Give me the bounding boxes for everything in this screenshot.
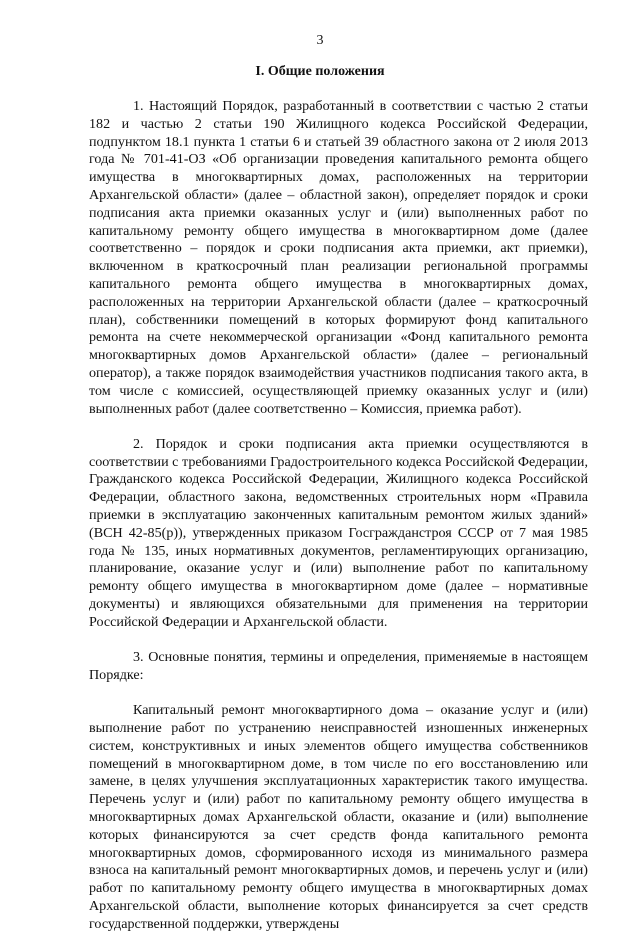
page-number: 3 xyxy=(316,33,324,48)
paragraph-1: 1. Настоящий Порядок, разработанный в соответствии с частью 2 статьи 182 и частью 2 статьи 190 Жилищного кодекса Российской Федерации, подпунктом 18.1 пункта 1 статьи 6 и статьей 39 областного закона от 2 июля 2013 года № 701-41-ОЗ «Об организации проведения капитального ремонта общего имущества в многоквартирных домах, расположенных на территории Архангельской области» (далее – областной закон), определяет порядок и сроки подписания акта приемки оказанных услуг и (или) выполненных работ по капитальному ремонту общего имущества в многоквартирном доме (далее соответственно – порядок и сроки подписания акта приемки, акт приемки), включенном в краткосрочный план реализации региональной программы капитального ремонта общего имущества в многоквартирных домах, расположенных на территории Архангельской области (далее – краткосрочный план), собственники помещений в которых формируют фонд капитального ремонта на счете некоммерческой организации «Фонд капитального ремонта многоквартирных домов Архангельской области» (далее – региональный оператор), а также порядок взаимодействия участников подписания такого акта, в том числе с комиссией, осуществляющей приемку оказанных услуг и (или) выполненных работ (далее соответственно – Комиссия, приемка работ). xyxy=(89,98,588,417)
paragraph-2: 2. Порядок и сроки подписания акта приемки осуществляются в соответствии с требованиями Градостроительного кодекса Российской Федерации, Гражданского кодекса Российской Федерации, Жилищного кодекса Российской Федерации, областного закона, ведомственных строительных норм «Правила приемки в эксплуатацию законченных капитальным ремонтом жилых зданий» (ВСН 42-85(р)), утвержденных приказом Госгражданстроя СССР от 7 мая 1985 года № 135, иных нормативных документов, регламентирующих организацию, планирование, оказание услуг и (или) выполнение работ по капитальному ремонту общего имущества в многоквартирном доме (далее – нормативные документы) и являющихся обязательными для применения на территории Российской Федерации и Архангельской области. xyxy=(89,435,588,630)
paragraph-3: 3. Основные понятия, термины и определения, применяемые в настоящем Порядке: xyxy=(89,649,588,683)
paragraph-4: Капитальный ремонт многоквартирного дома – оказание услуг и (или) выполнение работ по устранению неисправностей изношенных инженерных систем, конструктивных и иных элементов общего имущества собственников помещений в многоквартирном доме, в том числе по его восстановлению или замене, в целях улучшения эксплуатационных характеристик такого имущества. Перечень услуг и (или) работ по капитальному ремонту общего имущества в многоквартирных домах Архангельской области, оказание и (или) выполнение которых финансируются за счет средств фонда капитального ремонта многоквартирных домов, сформированного исходя из минимального размера взноса на капитальный ремонт многоквартирных домов, и перечень услуг и (или) работ по капитальному ремонту общего имущества в многоквартирных домах Архангельской области, выполнение которых финансируется за счет средств государственной поддержки, утверждены xyxy=(89,702,588,932)
document-body xyxy=(89,98,588,934)
section-title: I. Общие положения xyxy=(255,64,385,79)
